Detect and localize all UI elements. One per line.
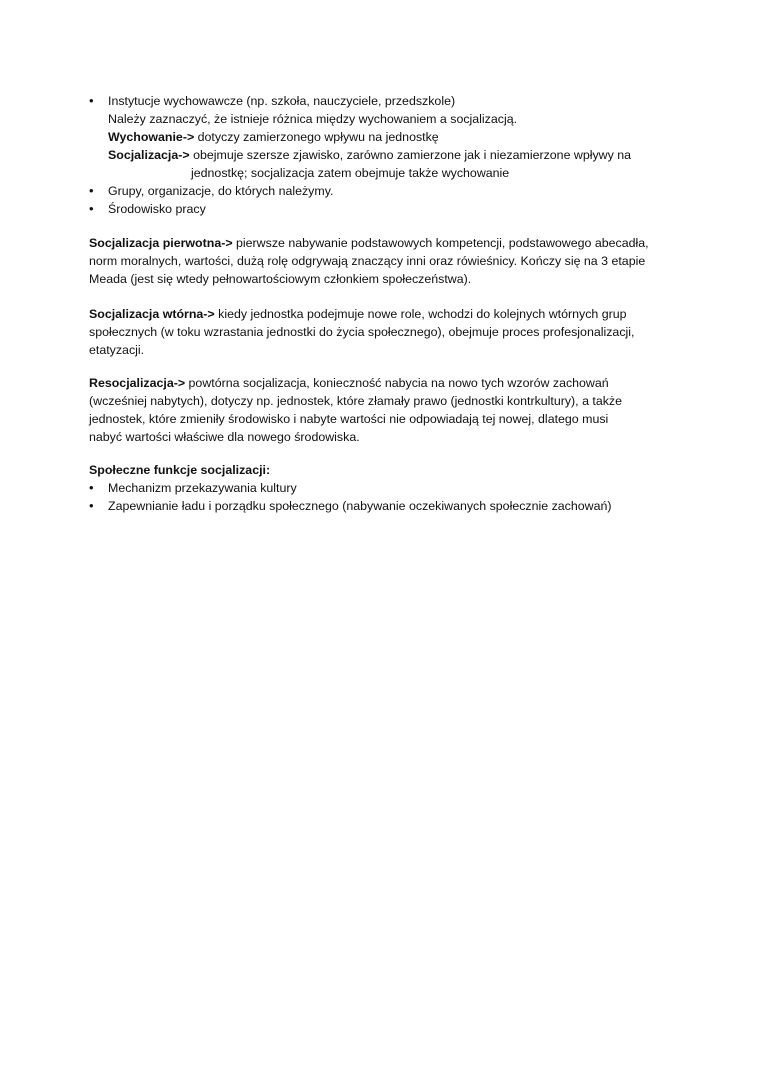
list-item-order: Zapewnianie ładu i porządku społecznego (nabywanie oczekiwanych społecznie zachowań) (108, 499, 612, 513)
paragraph-text: kiedy jednostka podejmuje nowe role, wchodzi do kolejnych wtórnych grup (214, 307, 627, 321)
list-item-culture: Mechanizm przekazywania kultury (108, 481, 297, 495)
paragraph-term: Resocjalizacja-> (89, 376, 186, 390)
list-item-workplace: Środowisko pracy (108, 202, 206, 216)
paragraph-resocialization-line: nabyć wartości właściwe dla nowego środowiska. (89, 430, 360, 444)
paragraph-secondary-line: społecznych (w toku wzrastania jednostki do życia społecznego), obejmuje proces profesjonalizacji, (89, 325, 635, 339)
section-heading (89, 461, 270, 479)
bullet-marker: • (89, 201, 94, 216)
list-item-note: Należy zaznaczyć, że istnieje różnica między wychowaniem a socjalizacją. (108, 112, 518, 126)
paragraph-resocialization-line: jednostek, które zmieniły środowisko i nabyte wartości nie odpowiadają tej nowej, dlatego musi (89, 412, 609, 426)
paragraph-term: Socjalizacja pierwotna-> (89, 236, 233, 250)
paragraph-primary-line: Meada (jest się wtedy pełnowartościowym członkiem społeczeństwa). (89, 272, 472, 286)
paragraph-text: pierwsze nabywanie podstawowych kompetencji, podstawowego abecadła, (232, 236, 649, 250)
heading-text: Społeczne funkcje socjalizacji: (89, 463, 271, 477)
definition-term: Wychowanie-> (108, 130, 195, 144)
paragraph-secondary-line (89, 305, 627, 323)
list-item-institutions: Instytucje wychowawcze (np. szkoła, nauczyciele, przedszkole) (108, 94, 456, 108)
paragraph-secondary-line: etatyzacji. (89, 343, 145, 357)
paragraph-term: Socjalizacja wtórna-> (89, 307, 215, 321)
definition-socialization (108, 146, 631, 164)
definition-continuation: jednostkę; socjalizacja zatem obejmuje także wychowanie (191, 166, 510, 180)
definition-text: dotyczy zamierzonego wpływu na jednostkę (194, 130, 439, 144)
paragraph-text: powtórna socjalizacja, konieczność nabycia na nowo tych wzorów zachowań (185, 376, 609, 390)
bullet-marker: • (89, 93, 94, 108)
paragraph-primary-line (89, 234, 649, 252)
definition-term: Socjalizacja-> (108, 148, 190, 162)
bullet-marker: • (89, 480, 94, 495)
paragraph-resocialization-line: (wcześniej nabytych), dotyczy np. jednostek, które złamały prawo (jednostki kontrkultury), a także (89, 394, 623, 408)
list-item-groups: Grupy, organizacje, do których należymy. (108, 184, 334, 198)
bullet-marker: • (89, 183, 94, 198)
paragraph-primary-line: norm moralnych, wartości, dużą rolę odgrywają znaczący inni oraz rówieśnicy. Kończy się na 3 etapie (89, 254, 646, 268)
paragraph-resocialization-line (89, 374, 609, 392)
definition-upbringing (108, 128, 439, 146)
definition-text: obejmuje szersze zjawisko, zarówno zamierzone jak i niezamierzone wpływy na (189, 148, 632, 162)
bullet-marker: • (89, 498, 94, 513)
